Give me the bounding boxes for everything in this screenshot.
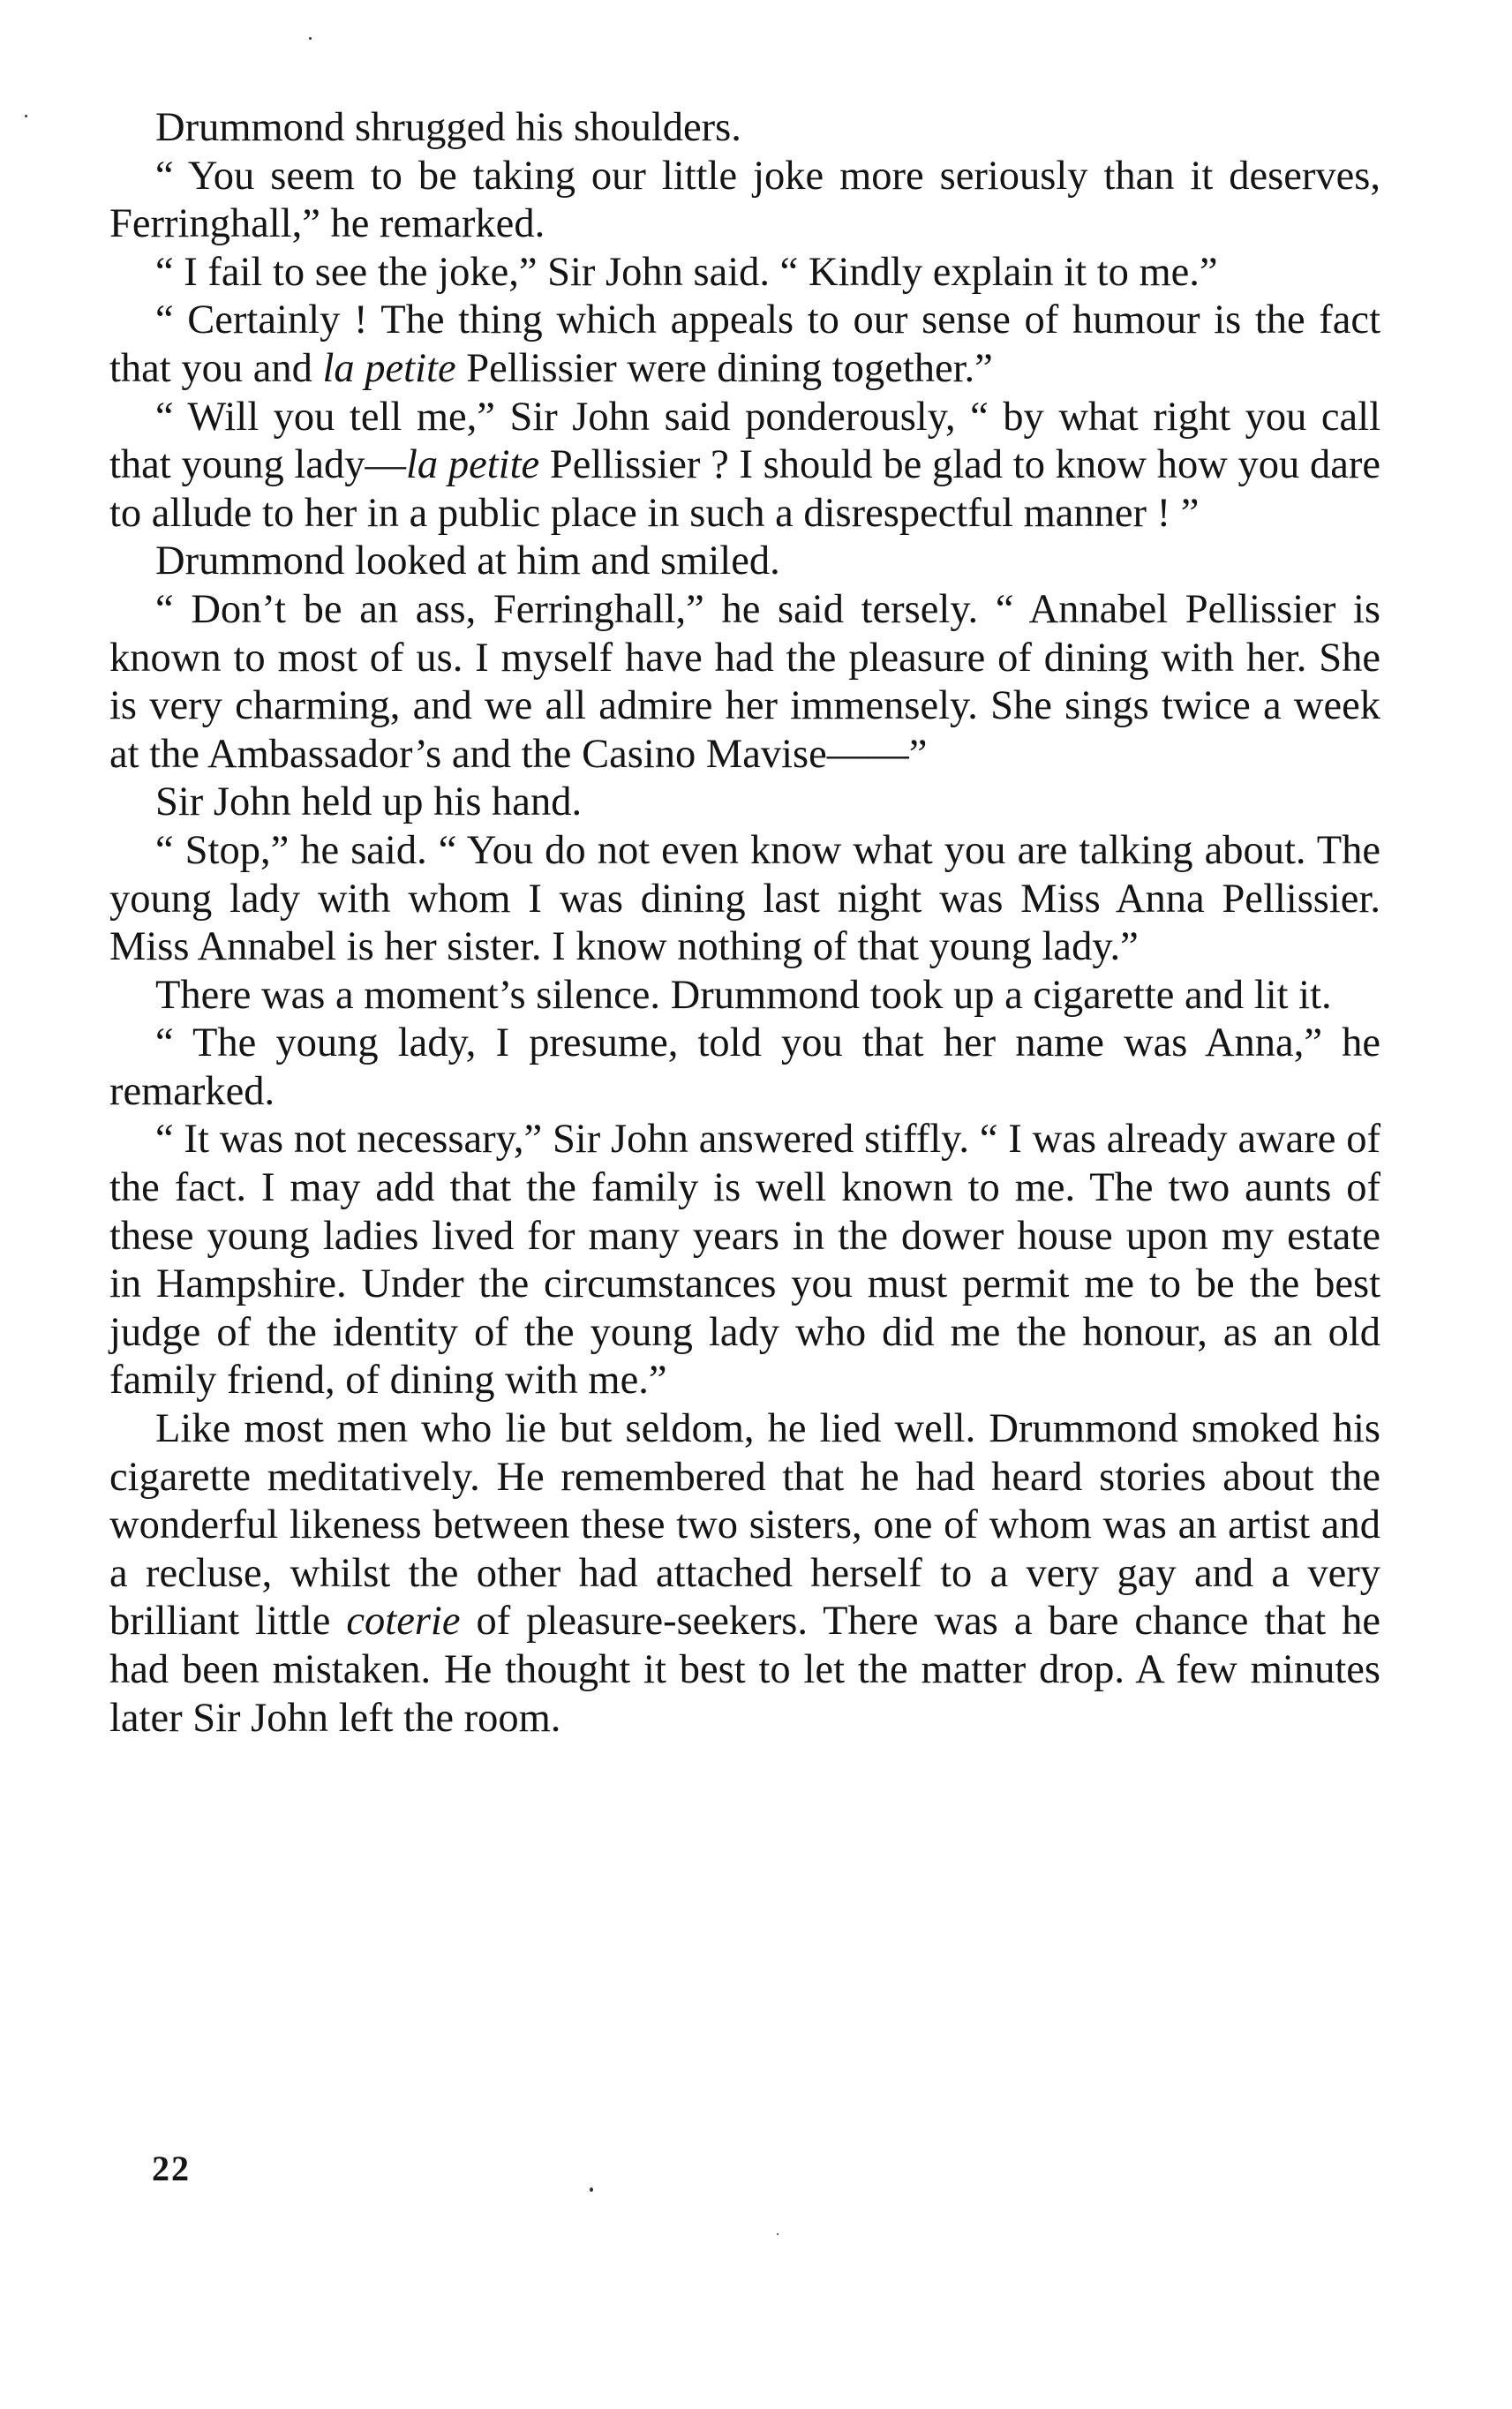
text-segment: “ Will you tell me,” Sir John said ponderously, “ by what right you call that young lady— [109, 394, 1380, 488]
paragraph [109, 827, 1380, 972]
text-segment: There was a moment’s silence. Drummond took up a cigarette and lit it. [155, 972, 1332, 1018]
paragraph [109, 972, 1380, 1020]
italic-text: coterie [346, 1599, 461, 1645]
text-segment: “ The young lady, I presume, told you that her name was Anna,” he remarked. [109, 1020, 1380, 1114]
paragraph [109, 1405, 1380, 1743]
text-segment: “ Don’t be an ass, Ferringhall,” he said tersely. “ Annabel Pellissier is known to most of us. I myself have had the pleasure of dining with her. She is very charming, and we all admire her immensely. She sings twice a week at the Ambassador’s and the Casino Mavise——” [109, 586, 1380, 777]
paragraph [109, 249, 1380, 297]
paragraph [109, 586, 1380, 779]
paragraph [109, 104, 1380, 153]
paragraph [109, 394, 1380, 538]
page-number: 22 [152, 2149, 191, 2188]
text-segment: “ Certainly ! The thing which appeals to our sense of humour is the fact that you and [109, 297, 1380, 391]
paragraph [109, 1020, 1380, 1116]
scan-speck [309, 37, 312, 40]
text-segment: “ You seem to be taking our little joke more seriously than it deserves, Ferringhall,” he remarked. [109, 153, 1380, 247]
paragraph [109, 297, 1380, 393]
text-segment: “ I fail to see the joke,” Sir John said. “ Kindly explain it to me.” [155, 249, 1218, 295]
text-segment: Drummond looked at him and smiled. [155, 538, 780, 584]
paragraph [109, 1116, 1380, 1405]
italic-text: la petite [405, 442, 540, 488]
text-segment: Pellissier were dining together.” [455, 345, 993, 391]
scan-speck [590, 2187, 593, 2192]
text-segment: of pleasure-seekers. There was a bare chance that he had been mistaken. He thought it best to let the matter drop. A few minutes later Sir John left the room. [109, 1599, 1380, 1741]
text-segment: Pellissier ? I should be glad to know how you dare to allude to her in a public place in such a disrespectful manner ! ” [109, 442, 1380, 536]
scan-speck [25, 115, 27, 117]
text-segment: Sir John held up his hand. [155, 779, 583, 825]
scan-speck [777, 2233, 779, 2235]
text-segment: “ It was not necessary,” Sir John answered stiffly. “ I was already aware of the fact. I may add that the family is well known to me. The two aunts of these young ladies lived for many years in the dower house upon my estate in Hampshire. Under the circumstances you must permit me to be the best judge of the identity of the young lady who did me the honour, as an old family friend, of dining with me.” [109, 1117, 1380, 1404]
text-segment: “ Stop,” he said. “ You do not even know what you are talking about. The young lady with whom I was dining last night was Miss Anna Pellissier. Miss Annabel is her sister. I know nothing of that young lady.” [109, 827, 1380, 970]
paragraph [109, 779, 1380, 827]
paragraph [109, 153, 1380, 249]
body-text [109, 104, 1380, 1743]
text-segment: Drummond shrugged his shoulders. [155, 105, 741, 150]
paragraph [109, 538, 1380, 586]
text-segment: Like most men who lie but seldom, he lied well. Drummond smoked his cigarette meditatively. He remembered that he had heard stories about the wonderful likeness between these two sisters, one of whom was an artist and a recluse, whilst the other had attached herself to a very gay and a very brilliant little [109, 1406, 1380, 1645]
italic-text: la petite [322, 345, 456, 391]
